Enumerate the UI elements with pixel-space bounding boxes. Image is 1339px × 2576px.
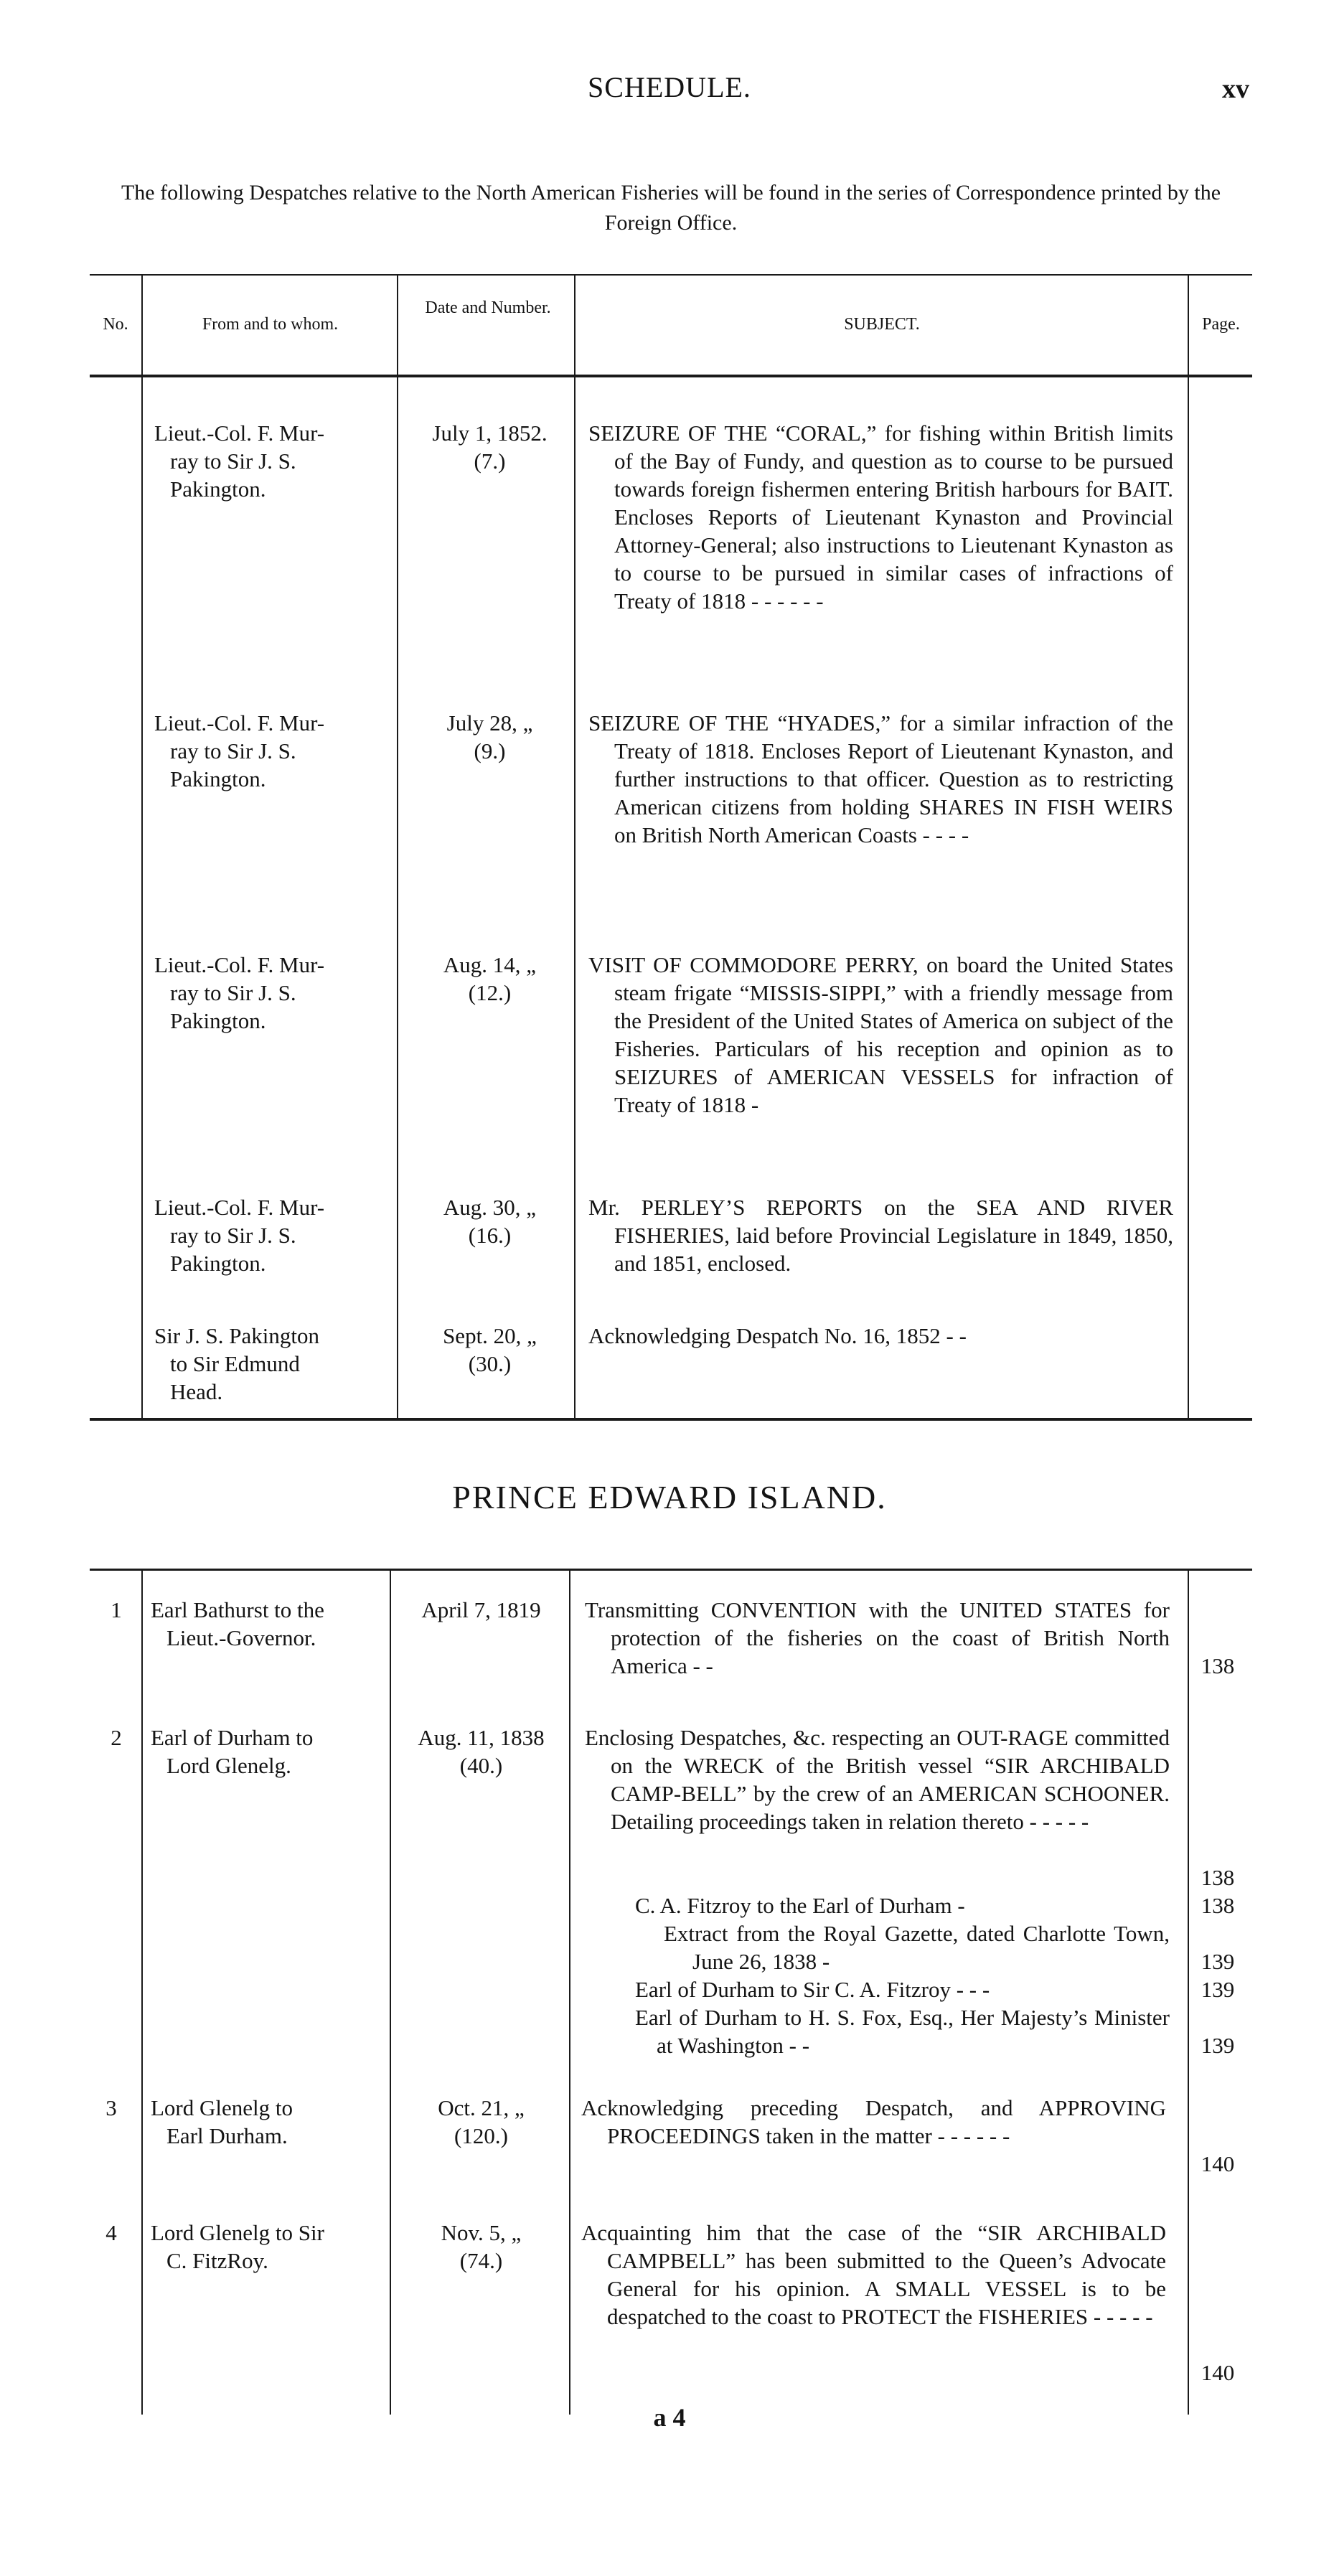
entry-subject xyxy=(588,1193,1173,1277)
entry-date xyxy=(393,1596,569,1624)
entry-subject xyxy=(585,1724,1170,1835)
entry-page: 140 xyxy=(1201,2360,1235,2385)
enclosure-page: 139 xyxy=(1201,1949,1235,1974)
from-line: Lieut.-Col. F. Mur- xyxy=(154,1195,325,1220)
entry-date xyxy=(393,2094,569,2150)
enclosure-item xyxy=(635,1975,1170,2003)
despatch-number: (40.) xyxy=(459,1753,503,1778)
entry-page: 140 xyxy=(1201,2151,1235,2176)
entry-page: 138 xyxy=(1201,1653,1235,1678)
from-line: Earl Durham. xyxy=(166,2123,288,2148)
header-subject: SUBJECT. xyxy=(844,315,920,334)
from-line: Pakington. xyxy=(170,1251,266,1276)
despatch-number: (7.) xyxy=(474,448,506,474)
entry-date xyxy=(402,419,578,475)
despatch-number: (16.) xyxy=(468,1223,512,1248)
section-title: PRINCE EDWARD ISLAND. xyxy=(452,1479,887,1515)
table1-top-rule xyxy=(90,274,1252,276)
date-text: Aug. 11, 1838 xyxy=(418,1725,545,1750)
from-line: Lieut.-Col. F. Mur- xyxy=(154,420,325,446)
entry-from xyxy=(151,2094,387,2150)
enclosure-page: 139 xyxy=(1201,2033,1235,2058)
despatch-number: (30.) xyxy=(468,1351,512,1376)
date-text: Sept. 20, „ xyxy=(443,1323,537,1348)
entry-from xyxy=(154,1322,391,1406)
from-line: Lord Glenelg to Sir xyxy=(151,2220,324,2245)
subject-text: Mr. PERLEY’S REPORTS on the SEA AND RIVER FISHERIES, laid before Provincial Legislature in 1849, 1850, and 1851, enclosed. xyxy=(588,1195,1173,1276)
from-line: C. FitzRoy. xyxy=(166,2248,268,2273)
enclosure-item xyxy=(635,2003,1170,2059)
enclosure-text: Earl of Durham to H. S. Fox, Esq., Her Majesty’s Minister at Washington - - xyxy=(635,2005,1170,2058)
table1-col-divider xyxy=(141,276,143,1419)
page-number: xv xyxy=(1222,74,1249,104)
enclosure-item xyxy=(635,1891,1170,1919)
from-line: to Sir Edmund xyxy=(170,1351,300,1376)
entry-from xyxy=(151,1724,387,1780)
page-title: SCHEDULE. xyxy=(588,71,751,103)
table2-col-divider xyxy=(390,1571,391,2415)
despatch-number: (74.) xyxy=(459,2248,503,2273)
table2-col-divider xyxy=(141,1571,143,2415)
table1-col-divider xyxy=(1188,276,1189,1419)
date-text: Nov. 5, „ xyxy=(441,2220,522,2245)
entry-subject xyxy=(588,1322,1173,1350)
entry-number: 1 xyxy=(111,1597,122,1622)
date-text: July 28, „ xyxy=(446,710,533,735)
subject-text: SEIZURE OF THE “CORAL,” for fishing within British limits of the Bay of Fundy, and question as to course to be pursued towards foreign fishermen entering British harbours for BAIT. Encloses Reports of Lieutenant Kynaston and Provincial Attorney-General; also instructions to Lieutenant Kynaston as to course to be pursued in similar cases of infractions of Treaty of 1818 - - - - - - xyxy=(588,420,1173,614)
from-line: Head. xyxy=(170,1379,223,1404)
header-date: Date and Number. xyxy=(425,299,551,317)
date-text: Oct. 21, „ xyxy=(438,2095,525,2120)
entry-from xyxy=(151,2219,387,2275)
table2-col-divider xyxy=(1188,1571,1189,2415)
from-line: Pakington. xyxy=(170,476,266,502)
from-line: Earl Bathurst to the xyxy=(151,1597,324,1622)
despatch-number: (9.) xyxy=(474,738,506,763)
table2-top-rule xyxy=(90,1569,1252,1571)
entry-date xyxy=(402,1193,578,1249)
from-line: Lieut.-Col. F. Mur- xyxy=(154,710,325,735)
entry-date xyxy=(402,709,578,765)
from-line: ray to Sir J. S. xyxy=(170,980,296,1005)
entry-from xyxy=(154,1193,391,1277)
date-text: April 7, 1819 xyxy=(421,1597,541,1622)
subject-text: Enclosing Despatches, &c. respecting an OUT-RAGE committed on the WRECK of the British vessel “SIR ARCHIBALD CAMP-BELL” by the crew of an AMERICAN SCHOONER. Detailing proceedings taken in relation thereto - - - - - xyxy=(585,1725,1170,1834)
entry-page: 138 xyxy=(1201,1865,1235,1890)
entry-subject xyxy=(588,951,1173,1119)
entry-date xyxy=(393,1724,569,1780)
header-from: From and to whom. xyxy=(202,315,339,334)
entry-date xyxy=(402,1322,578,1378)
signature-mark: a 4 xyxy=(653,2403,686,2432)
date-text: Aug. 14, „ xyxy=(443,952,537,977)
date-text: July 1, 1852. xyxy=(432,420,548,446)
entry-date xyxy=(402,951,578,1007)
from-line: Pakington. xyxy=(170,766,266,791)
despatch-number: (12.) xyxy=(468,980,512,1005)
entry-from xyxy=(154,709,391,793)
entry-number: 4 xyxy=(105,2220,117,2245)
from-line: Pakington. xyxy=(170,1008,266,1033)
entry-number: 3 xyxy=(105,2095,117,2120)
entry-number: 2 xyxy=(111,1725,122,1750)
from-line: ray to Sir J. S. xyxy=(170,448,296,474)
header-page: Page. xyxy=(1202,315,1240,334)
from-line: Lord Glenelg. xyxy=(166,1753,291,1778)
table2-col-divider xyxy=(569,1571,570,2415)
enclosure-text: C. A. Fitzroy to the Earl of Durham - xyxy=(635,1893,965,1918)
entry-from xyxy=(151,1596,387,1652)
entry-date xyxy=(393,2219,569,2275)
entry-subject xyxy=(585,1596,1170,1680)
subject-text: SEIZURE OF THE “HYADES,” for a similar infraction of the Treaty of 1818. Encloses Report of Lieutenant Kynaston, and further instructions to that officer. Question as to restricting American citizens from holding SHARES IN FISH WEIRS on British North American Coasts - - - - xyxy=(588,710,1173,847)
from-line: ray to Sir J. S. xyxy=(170,738,296,763)
table1-bottom-rule xyxy=(90,1418,1252,1421)
intro-paragraph: The following Despatches relative to the North American Fisheries will be found in the series of Correspondence printed by the Foreign Office. xyxy=(121,181,1221,235)
subject-text: VISIT OF COMMODORE PERRY, on board the United States steam frigate “MISSIS-SIPPI,” with a friendly message from the President of the United States of America on subject of the Fisheries. Particulars of his reception and opinion as to SEIZURES of AMERICAN VESSELS for infraction of Treaty of 1818 - xyxy=(588,952,1173,1117)
date-text: Aug. 30, „ xyxy=(443,1195,537,1220)
enclosure-item xyxy=(664,1919,1170,1975)
table1-header-rule xyxy=(90,375,1252,377)
from-line: Lieut.-Col. F. Mur- xyxy=(154,952,325,977)
subject-text: Acknowledging preceding Despatch, and APPROVING PROCEEDINGS taken in the matter - - - - - - xyxy=(581,2095,1166,2148)
enclosure-text: Extract from the Royal Gazette, dated Charlotte Town, June 26, 1838 - xyxy=(664,1921,1170,1974)
from-line: Sir J. S. Pakington xyxy=(154,1323,319,1348)
subject-text: Acknowledging Despatch No. 16, 1852 - - xyxy=(588,1323,967,1348)
subject-text: Transmitting CONVENTION with the UNITED STATES for protection of the fisheries on the coast of British North America - - xyxy=(585,1597,1170,1678)
entry-subject xyxy=(588,419,1173,615)
enclosure-text: Earl of Durham to Sir C. A. Fitzroy - - - xyxy=(635,1977,990,2002)
entry-from xyxy=(154,419,391,503)
entry-subject xyxy=(581,2219,1166,2331)
subject-text: Acquainting him that the case of the “SIR ARCHIBALD CAMPBELL” has been submitted to the Queen’s Advocate General for his opinion. A SMALL VESSEL is to be despatched to the coast to PROTECT the FISHERIES - - - - - xyxy=(581,2220,1166,2329)
enclosure-page: 139 xyxy=(1201,1977,1235,2002)
entry-subject xyxy=(588,709,1173,849)
enclosure-page: 138 xyxy=(1201,1893,1235,1918)
from-line: ray to Sir J. S. xyxy=(170,1223,296,1248)
from-line: Lord Glenelg to xyxy=(151,2095,293,2120)
entry-from xyxy=(154,951,391,1035)
from-line: Lieut.-Governor. xyxy=(166,1625,316,1650)
table1-col-divider xyxy=(397,276,398,1419)
despatch-number: (120.) xyxy=(454,2123,508,2148)
from-line: Earl of Durham to xyxy=(151,1725,314,1750)
header-no: No. xyxy=(103,315,128,334)
entry-subject xyxy=(581,2094,1166,2150)
